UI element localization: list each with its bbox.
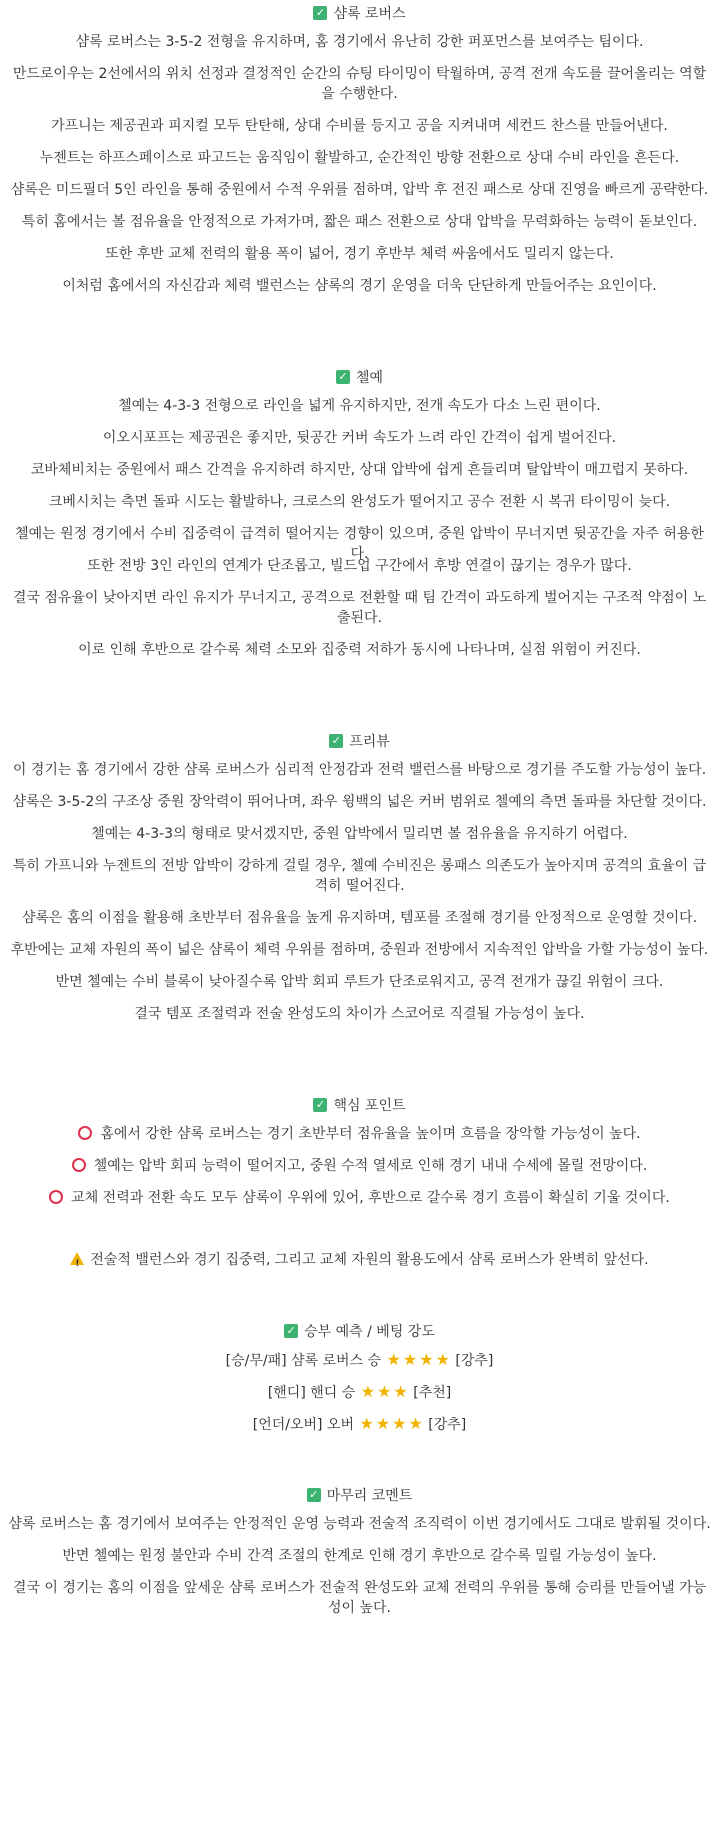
section-heading (0, 1092, 719, 1118)
check-icon: ✓ (313, 6, 327, 20)
section-preview (0, 728, 719, 1036)
section-heading (0, 0, 719, 26)
check-icon: ✓ (336, 370, 350, 384)
bet-label: [언더/오버] 오버 (252, 1417, 354, 1433)
paragraph: 또한 후반 교체 전력의 활용 폭이 넓어, 경기 후반부 체력 싸움에서도 밀리지 않는다. (105, 246, 614, 262)
section-key-points (0, 1092, 719, 1282)
paragraph: 이오시포프는 제공권은 좋지만, 뒷공간 커버 속도가 느려 라인 간격이 쉽게 벌어진다. (102, 430, 617, 446)
bet-line (0, 1382, 719, 1414)
paragraph: 샴록 로버스는 3-5-2 전형을 유지하며, 홈 경기에서 유난히 강한 퍼포먼스를 보여주는 팀이다. (75, 34, 644, 50)
bet-strength: [강추] (455, 1353, 494, 1369)
star-icon: ★ (408, 1414, 423, 1433)
paragraph: 샴록은 미드필더 5인 라인을 통해 중원에서 수적 우위를 점하며, 압박 후 전진 패스로 상대 진영을 빠르게 공략한다. (10, 182, 709, 198)
paragraph: 크베시치는 측면 돌파 시도는 활발하나, 크로스의 완성도가 떨어지고 공수 전환 시 복귀 타이밍이 늦다. (48, 494, 671, 510)
key-point-text: 첼예는 압박 회피 능력이 떨어지고, 중원 수적 열세로 인해 경기 내내 수세에 몰릴 전망이다. (93, 1158, 648, 1174)
star-rating (358, 1414, 428, 1433)
circle-icon (49, 1190, 63, 1204)
star-icon: ★ (393, 1382, 408, 1401)
star-icon: ★ (392, 1414, 407, 1433)
paragraph: 첼예는 4-3-3의 형태로 맞서겠지만, 중원 압박에서 밀리면 볼 점유율을 유지하기 어렵다. (91, 826, 628, 842)
heading-text: 샴록 로버스 (333, 6, 406, 22)
heading-text: 마무리 코멘트 (326, 1488, 413, 1504)
paragraph: 샴록 로버스는 홈 경기에서 보여주는 안정적인 운영 능력과 전술적 조직력이 이번 경기에서도 그대로 발휘될 것이다. (8, 1516, 711, 1532)
section-celje (0, 364, 719, 672)
star-icon: ★ (419, 1350, 434, 1369)
paragraph: 특히 홈에서는 볼 점유율을 안정적으로 가져가며, 짧은 패스 전환으로 상대 압박을 무력화하는 능력이 돋보인다. (21, 214, 698, 230)
star-icon: ★ (386, 1350, 401, 1369)
paragraph: 결국 템포 조절력과 전술 완성도의 차이가 스코어로 직결될 가능성이 높다. (134, 1006, 585, 1022)
star-icon: ★ (375, 1414, 391, 1433)
check-icon: ✓ (313, 1098, 327, 1112)
paragraph: 가프니는 제공권과 피지컬 모두 탄탄해, 상대 수비를 등지고 공을 지켜내며 세컨드 찬스를 만들어낸다. (51, 118, 668, 134)
check-icon: ✓ (329, 734, 343, 748)
section-heading (0, 1482, 719, 1508)
section-heading (0, 728, 719, 754)
paragraph: 결국 이 경기는 홈의 이점을 앞세운 샴록 로버스가 전술적 완성도와 교체 전력의 우위를 통해 승리를 만들어낼 가능성이 높다. (12, 1580, 707, 1616)
paragraph: 반면 첼예는 수비 블록이 낮아질수록 압박 회피 루트가 단조로워지고, 공격 전개가 끊길 위험이 크다. (55, 974, 664, 990)
section-shamrock (0, 0, 719, 308)
section-heading (0, 364, 719, 390)
bet-line (0, 1414, 719, 1446)
star-icon: ★ (435, 1350, 450, 1369)
star-icon: ★ (402, 1350, 418, 1369)
key-point-item (0, 1156, 719, 1188)
paragraph: 샴록은 3-5-2의 구조상 중원 장악력이 뛰어나며, 좌우 윙백의 넓은 커버 범위로 첼예의 측면 돌파를 차단할 것이다. (12, 794, 707, 810)
bet-line (0, 1350, 719, 1382)
paragraph: 만드로이우는 2선에서의 위치 선정과 결정적인 순간의 슈팅 타이밍이 탁월하며, 공격 전개 속도를 끌어올리는 역할을 수행한다. (12, 66, 707, 102)
bet-label: [핸디] 핸디 승 (267, 1385, 356, 1401)
key-point-text: 홈에서 강한 샴록 로버스는 경기 초반부터 점유율을 높이며 흐름을 장악할 가능성이 높다. (100, 1126, 641, 1142)
section-prediction (0, 1318, 719, 1446)
key-point-item (0, 1124, 719, 1156)
star-icon: ★ (377, 1382, 392, 1401)
heading-text: 승부 예측 / 베팅 강도 (304, 1324, 435, 1340)
warning-note (0, 1250, 719, 1282)
warning-text: 전술적 밸런스와 경기 집중력, 그리고 교체 자원의 활용도에서 샴록 로버스가 완벽히 앞선다. (90, 1252, 649, 1268)
paragraph: 또한 전방 3인 라인의 연계가 단조롭고, 빌드업 구간에서 후방 연결이 끊기는 경우가 많다. (87, 558, 632, 574)
paragraph: 첼예는 원정 경기에서 수비 집중력이 급격히 떨어지는 경향이 있으며, 중원 압박이 무너지면 뒷공간을 자주 허용한다. (15, 526, 704, 562)
paragraph: 샴록은 홈의 이점을 활용해 초반부터 점유율을 높게 유지하며, 템포를 조절해 경기를 안정적으로 운영할 것이다. (21, 910, 698, 926)
star-rating (360, 1382, 413, 1401)
paragraph: 결국 점유율이 낮아지면 라인 유지가 무너지고, 공격으로 전환할 때 팀 간격이 과도하게 벌어지는 구조적 약점이 노출된다. (12, 590, 707, 626)
bet-strength: [강추] (428, 1417, 467, 1433)
star-icon: ★ (360, 1382, 376, 1401)
warning-icon (70, 1252, 84, 1265)
circle-icon (78, 1126, 92, 1140)
paragraph: 누젠트는 하프스페이스로 파고드는 움직임이 활발하고, 순간적인 방향 전환으로 상대 수비 라인을 흔든다. (39, 150, 680, 166)
star-icon: ★ (359, 1414, 374, 1433)
paragraph: 코바체비치는 중원에서 패스 간격을 유지하려 하지만, 상대 압박에 쉽게 흔들리며 탈압박이 매끄럽지 못하다. (30, 462, 689, 478)
key-point-text: 교체 전력과 전환 속도 모두 샴록이 우위에 있어, 후반으로 갈수록 경기 흐름이 확실히 기울 것이다. (71, 1190, 670, 1206)
paragraph: 이처럼 홈에서의 자신감과 체력 밸런스는 샴록의 경기 운영을 더욱 단단하게 만들어주는 요인이다. (62, 278, 657, 294)
heading-text: 첼예 (355, 370, 384, 386)
paragraph: 이로 인해 후반으로 갈수록 체력 소모와 집중력 저하가 동시에 나타나며, 실점 위험이 커진다. (78, 642, 641, 658)
check-icon: ✓ (307, 1488, 321, 1502)
section-heading (0, 1318, 719, 1344)
bet-label: [승/무/패] 샴록 로버스 승 (225, 1353, 382, 1369)
paragraph: 반면 첼예는 원정 불안과 수비 간격 조절의 한계로 인해 경기 후반으로 갈수록 밀릴 가능성이 높다. (62, 1548, 657, 1564)
check-icon: ✓ (284, 1324, 298, 1338)
key-point-item (0, 1188, 719, 1220)
circle-icon (72, 1158, 86, 1172)
section-closing (0, 1482, 719, 1630)
bet-strength: [추천] (413, 1385, 452, 1401)
paragraph: 첼예는 4-3-3 전형으로 라인을 넓게 유지하지만, 전개 속도가 다소 느린 편이다. (118, 398, 601, 414)
paragraph: 후반에는 교체 자원의 폭이 넓은 샴록이 체력 우위를 점하며, 중원과 전방에서 지속적인 압박을 가할 가능성이 높다. (10, 942, 709, 958)
star-rating (386, 1350, 456, 1369)
heading-text: 프리뷰 (349, 734, 390, 750)
heading-text: 핵심 포인트 (333, 1098, 406, 1114)
paragraph: 특히 가프니와 누젠트의 전방 압박이 강하게 걸릴 경우, 첼예 수비진은 롱패스 의존도가 높아지며 공격의 효율이 급격히 떨어진다. (12, 858, 707, 894)
paragraph: 이 경기는 홈 경기에서 강한 샴록 로버스가 심리적 안정감과 전력 밸런스를 바탕으로 경기를 주도할 가능성이 높다. (12, 762, 707, 778)
